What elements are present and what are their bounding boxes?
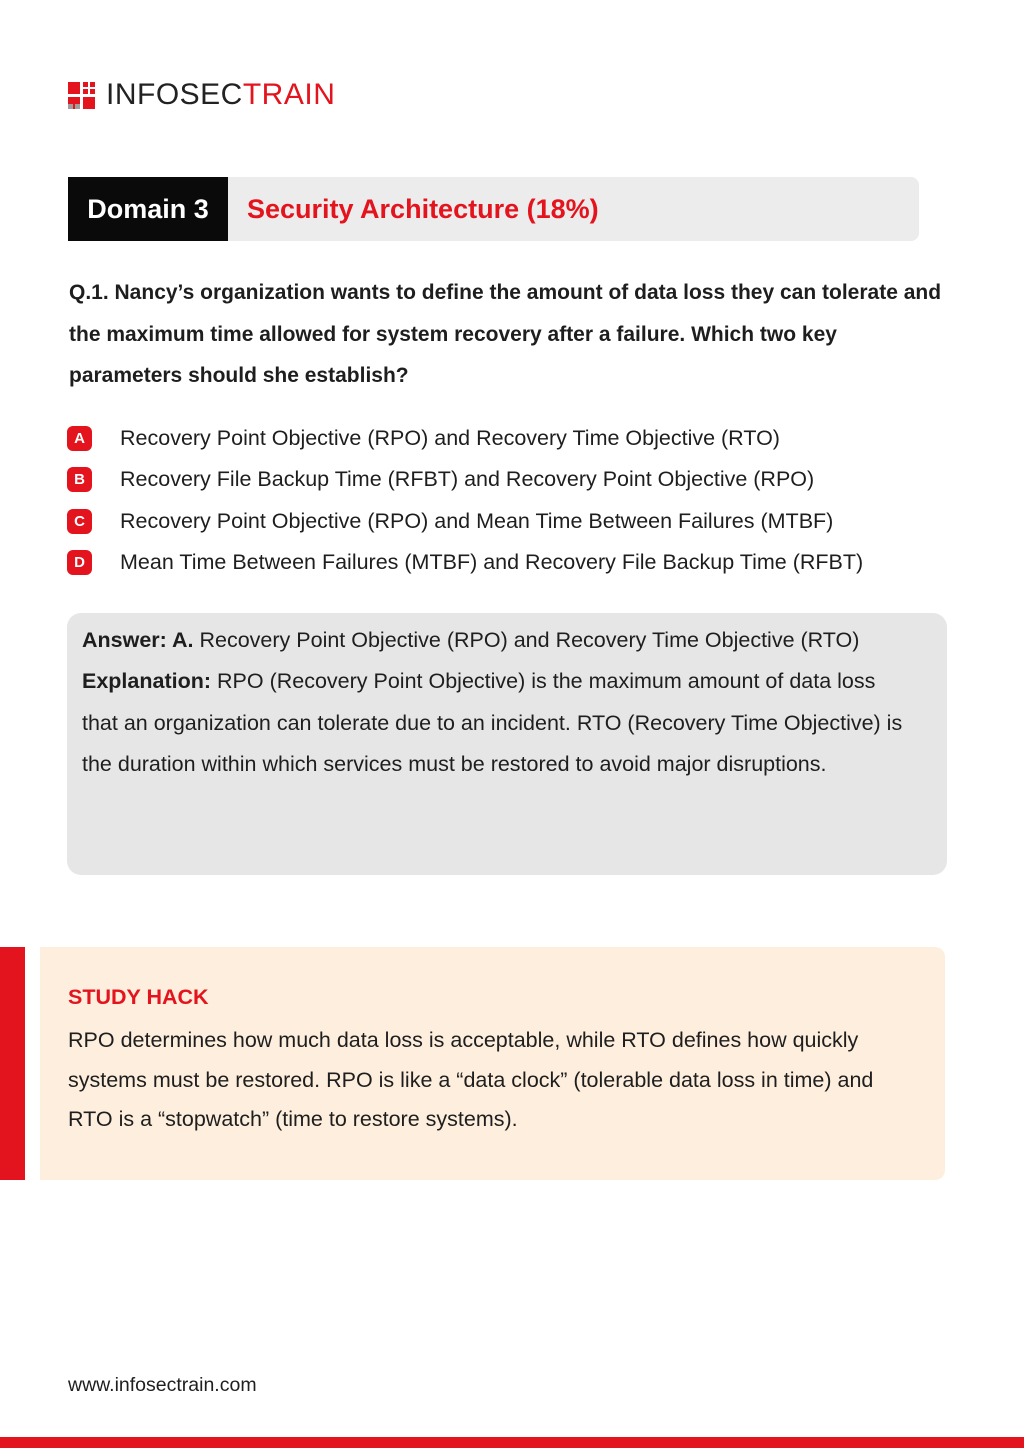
infosectrain-logo-icon — [68, 82, 95, 109]
option-text: Recovery Point Objective (RPO) and Mean Time Between Failures (MTBF) — [120, 508, 834, 533]
domain-tag: Domain 3 — [68, 177, 228, 241]
question-text: Q.1. Nancy’s organization wants to define the amount of data loss they can tolerate and the maximum time allowed for system recovery after a failure. Which two key parameters should she establish? — [69, 281, 942, 387]
domain-banner — [68, 177, 919, 241]
brand-name-part1: INFOSEC — [106, 78, 243, 111]
explanation-label: Explanation: — [82, 669, 212, 694]
option-text: Recovery File Backup Time (RFBT) and Recovery Point Objective (RPO) — [120, 467, 815, 492]
answer-label: Answer: A. — [82, 628, 194, 652]
option-badge: A — [67, 426, 92, 451]
option-c — [67, 501, 967, 542]
study-hack-title: STUDY HACK — [68, 985, 209, 1009]
option-text: Recovery Point Objective (RPO) and Recovery Time Objective (RTO) — [120, 426, 780, 451]
study-hack-accent-bar — [0, 947, 25, 1180]
answer-box — [67, 613, 947, 875]
brand-name-part2: TRAIN — [242, 78, 336, 111]
brand-name — [106, 80, 335, 110]
footer-url: www.infosectrain.com — [68, 1374, 257, 1396]
option-badge: B — [67, 467, 92, 492]
option-b — [67, 459, 967, 500]
domain-title: Security Architecture (18%) — [247, 193, 599, 224]
option-text: Mean Time Between Failures (MTBF) and Recovery File Backup Time (RFBT) — [120, 550, 864, 575]
explanation-line — [82, 661, 917, 785]
explanation-text: RPO (Recovery Point Objective) is the maximum amount of data loss that an organization can tolerate due to an incident. RTO (Recovery Time Objective) is the duration within which services must be restored to avoid major disruptions. — [82, 669, 903, 776]
answer-line — [82, 620, 917, 661]
answer-options — [67, 418, 967, 583]
study-hack-text: RPO determines how much data loss is acceptable, while RTO defines how quickly systems must be restored. RPO is like a “data clock” (tolerable data loss in time) and RTO is a “stopwatch” (time to restore systems). — [68, 1028, 874, 1131]
option-badge: C — [67, 509, 92, 534]
study-hack-box — [40, 947, 945, 1180]
brand-logo — [68, 80, 335, 110]
option-a — [67, 418, 967, 459]
footer-bar — [0, 1437, 1024, 1448]
option-d — [67, 542, 967, 583]
answer-text: Recovery Point Objective (RPO) and Recovery Time Objective (RTO) — [199, 628, 860, 652]
option-badge: D — [67, 550, 92, 575]
